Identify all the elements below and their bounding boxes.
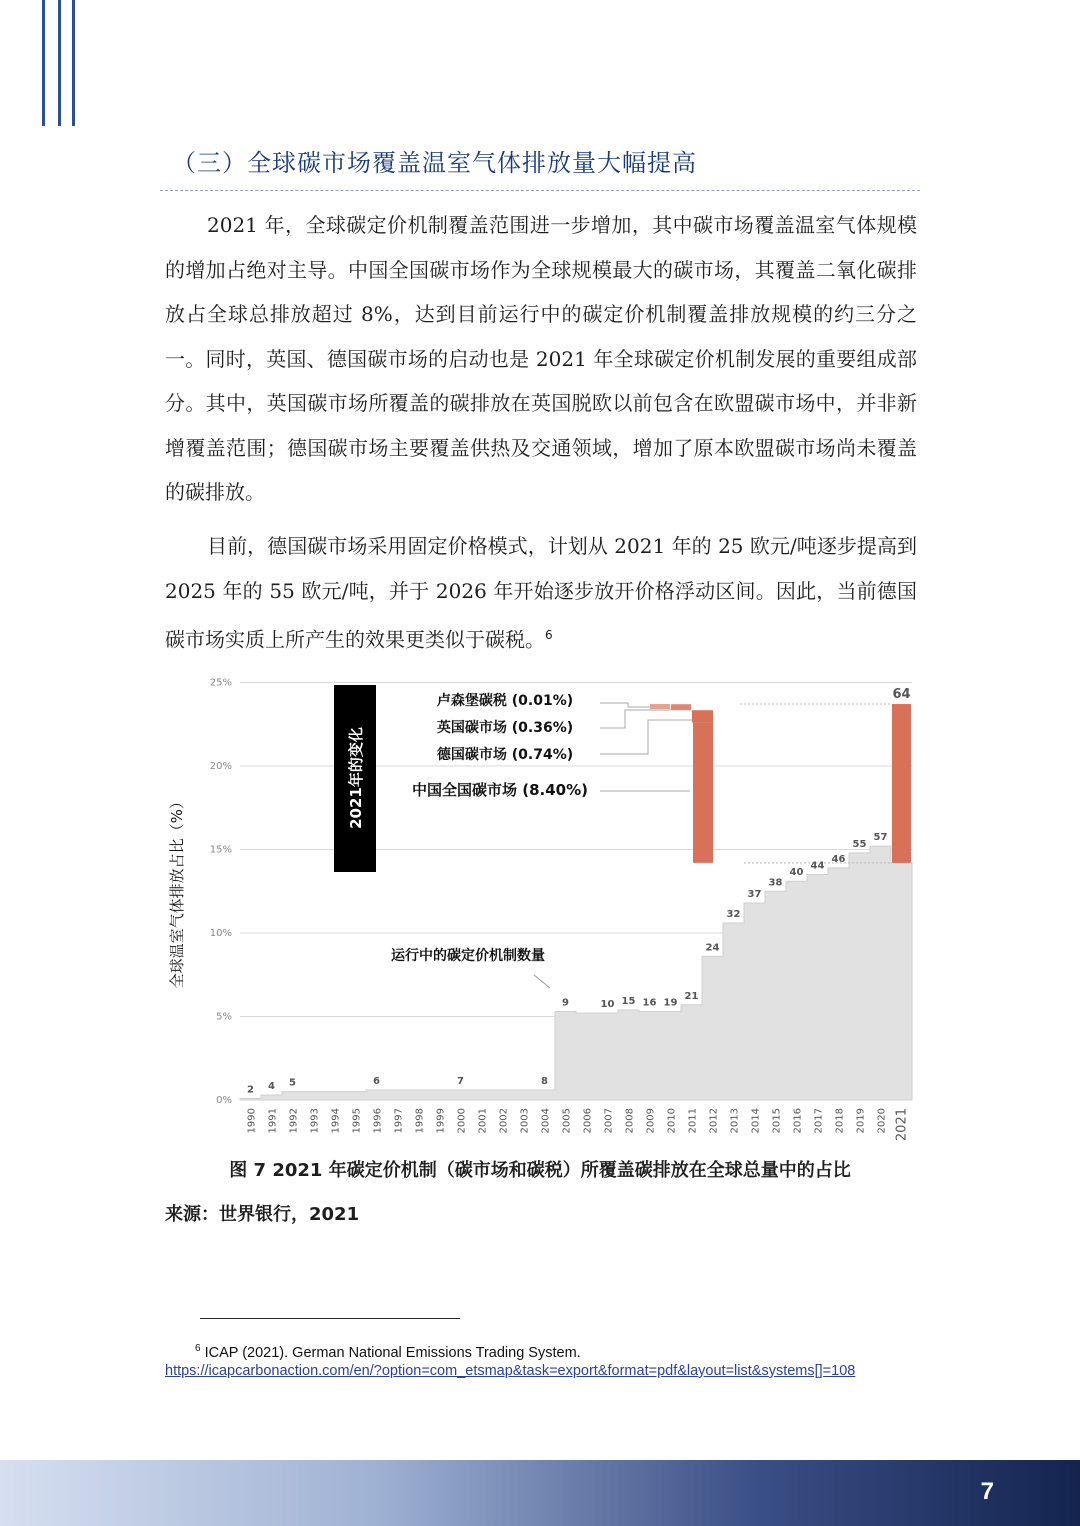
coverage-area [240, 846, 912, 1100]
x-tick-label: 2018 [834, 1108, 846, 1134]
mechanism-count-label: 15 [621, 995, 636, 1007]
mechanism-count-label: 37 [747, 888, 762, 900]
page-footer [0, 1460, 1080, 1526]
mechanism-count-label: 2 [247, 1084, 254, 1096]
y-tick-label: 5% [216, 1011, 232, 1023]
x-tick-label: 2001 [477, 1108, 489, 1134]
x-tick-label: 1998 [414, 1108, 426, 1134]
mechanism-count-label: 19 [663, 997, 678, 1009]
x-tick-label: 1992 [288, 1108, 300, 1134]
x-tick-label: 1995 [351, 1108, 363, 1134]
paragraph-2 [165, 524, 917, 662]
waterfall-bar [671, 704, 691, 710]
change-2021-bar [892, 704, 911, 863]
x-tick-label: 1993 [309, 1108, 321, 1134]
mechanism-count-label: 38 [768, 877, 783, 889]
annotation-leader [534, 975, 550, 988]
x-tick-label: 1997 [393, 1108, 405, 1134]
waterfall-leader [600, 710, 671, 728]
mechanism-count-label: 16 [642, 997, 657, 1009]
mechanism-count-label: 10 [600, 999, 615, 1011]
mechanism-count-label: 5 [289, 1077, 296, 1089]
mechanism-count-annotation: 运行中的碳定价机制数量 [391, 948, 545, 964]
decor-bar [42, 0, 45, 126]
mechanism-count-label: 32 [726, 908, 741, 920]
x-tick-label: 2009 [645, 1108, 657, 1134]
x-tick-label: 1999 [435, 1108, 447, 1134]
mechanism-count-label: 6 [373, 1075, 380, 1087]
mechanism-count-label: 8 [541, 1075, 548, 1087]
x-tick-label: 2004 [540, 1108, 552, 1134]
x-tick-label: 2016 [792, 1108, 804, 1134]
footnote-link[interactable]: https://icapcarbonaction.com/en/?option=com_etsmap&task=export&format=pdf&layout=list&systems[]=108 [165, 1362, 856, 1379]
waterfall-label: 卢森堡碳税 (0.01%) [436, 693, 574, 709]
mechanism-count-label: 9 [562, 997, 569, 1009]
x-tick-label: 2002 [498, 1108, 510, 1134]
coverage-chart [160, 670, 920, 1150]
x-tick-label: 2014 [750, 1108, 762, 1134]
heading-divider [160, 190, 920, 191]
waterfall-layer [650, 704, 911, 863]
mechanism-count-label: 57 [873, 832, 888, 844]
annotation-layer [334, 685, 692, 988]
waterfall-bar [692, 710, 713, 722]
x-tick-label: 2012 [708, 1108, 720, 1134]
x-tick-label: 2010 [666, 1108, 678, 1134]
y-tick-label: 15% [209, 844, 232, 856]
x-tick-label: 1994 [330, 1108, 342, 1134]
x-tick-label: 2003 [519, 1108, 531, 1134]
x-tick-label: 2019 [855, 1108, 867, 1134]
x-tick-label: 2021 [894, 1108, 910, 1142]
x-tick-label: 2000 [456, 1108, 468, 1134]
decorative-bars [0, 0, 80, 130]
waterfall-label: 英国碳市场 (0.36%) [436, 720, 574, 736]
y-tick-label: 10% [209, 928, 232, 939]
x-tick-label: 2008 [624, 1108, 636, 1134]
x-tick-label: 2013 [729, 1108, 741, 1134]
footnote-rule [200, 1318, 460, 1319]
mechanism-count-label: 44 [810, 860, 825, 872]
footnote [165, 1340, 925, 1380]
y-tick-label: 25% [209, 677, 232, 689]
footnote-number: 6 [195, 1343, 201, 1354]
decor-bar [58, 0, 61, 126]
mechanism-count-label: 46 [831, 853, 846, 865]
waterfall-leader [600, 720, 692, 754]
y-tick-label: 20% [209, 761, 232, 772]
mechanism-count-label: 7 [457, 1075, 464, 1087]
waterfall-leader [600, 703, 650, 707]
figure-source: 来源：世界银行，2021 [165, 1204, 360, 1225]
x-tick-label: 2015 [771, 1108, 783, 1134]
x-tick-label: 2011 [687, 1108, 699, 1134]
paragraph-2-text: 目前，德国碳市场采用固定价格模式，计划从 2021 年的 25 欧元/吨逐步提高到 2025 年的 55 欧元/吨，并于 2026 年开始逐步放开价格浮动区间。因此，当前德国碳市场实质上所产生的效果更类似于碳税。 [165, 534, 917, 652]
change-box-label: 2021年的变化 [347, 727, 365, 829]
figure-caption: 图 7 2021 年碳定价机制（碳市场和碳税）所覆盖碳排放在全球总量中的占比 [229, 1160, 851, 1181]
x-tick-label: 2006 [582, 1108, 594, 1134]
x-tick-label: 1990 [246, 1108, 258, 1134]
waterfall-label: 德国碳市场 (0.74%) [436, 747, 574, 763]
y-tick-label: 0% [216, 1095, 232, 1106]
y-axis-label: 全球温室气体排放占比（%） [168, 794, 186, 989]
waterfall-label: 中国全国碳市场 (8.40%) [412, 781, 588, 799]
mechanism-count-label: 24 [705, 942, 720, 954]
x-tick-label: 1991 [267, 1108, 279, 1134]
footnote-text: ICAP (2021). German National Emissions Trading System. [204, 1344, 581, 1361]
waterfall-bar [693, 723, 713, 863]
x-tick-label: 2017 [813, 1108, 825, 1134]
x-tick-label: 1996 [372, 1108, 384, 1134]
page-number: 7 [980, 1478, 994, 1505]
x-tick-label: 2005 [561, 1108, 573, 1134]
mechanism-count-label: 64 [892, 687, 911, 702]
x-tick-label: 2020 [876, 1108, 888, 1134]
decor-bar [72, 0, 75, 126]
paragraph-1 [165, 203, 917, 515]
mechanism-count-label: 55 [852, 838, 867, 850]
area-layer [240, 846, 912, 1100]
section-heading: （三）全球碳市场覆盖温室气体排放量大幅提高 [172, 149, 697, 177]
paragraph-1-text: 2021 年，全球碳定价机制覆盖范围进一步增加，其中碳市场覆盖温室气体规模的增加占绝对主导。中国全国碳市场作为全球规模最大的碳市场，其覆盖二氧化碳排放占全球总排放超过 8%，达到目前运行中的碳定价机制覆盖排放规模的约三分之一。同时，英国、德国碳市场的启动也是 2021 年全球碳定价机制发展的重要组成部分。其中，英国碳市场所覆盖的碳排放在英国脱欧以前包含在欧盟碳市场中，并非新增覆盖范围；德国碳市场主要覆盖供热及交通领域，增加了原本欧盟碳市场尚未覆盖的碳排放。 [165, 213, 917, 504]
x-tick-label: 2007 [603, 1108, 615, 1134]
mechanism-count-label: 21 [684, 990, 699, 1002]
mechanism-count-label: 40 [789, 867, 804, 879]
waterfall-bar [650, 704, 670, 709]
footnote-ref[interactable]: 6 [545, 628, 553, 642]
mechanism-count-label: 4 [268, 1080, 275, 1092]
